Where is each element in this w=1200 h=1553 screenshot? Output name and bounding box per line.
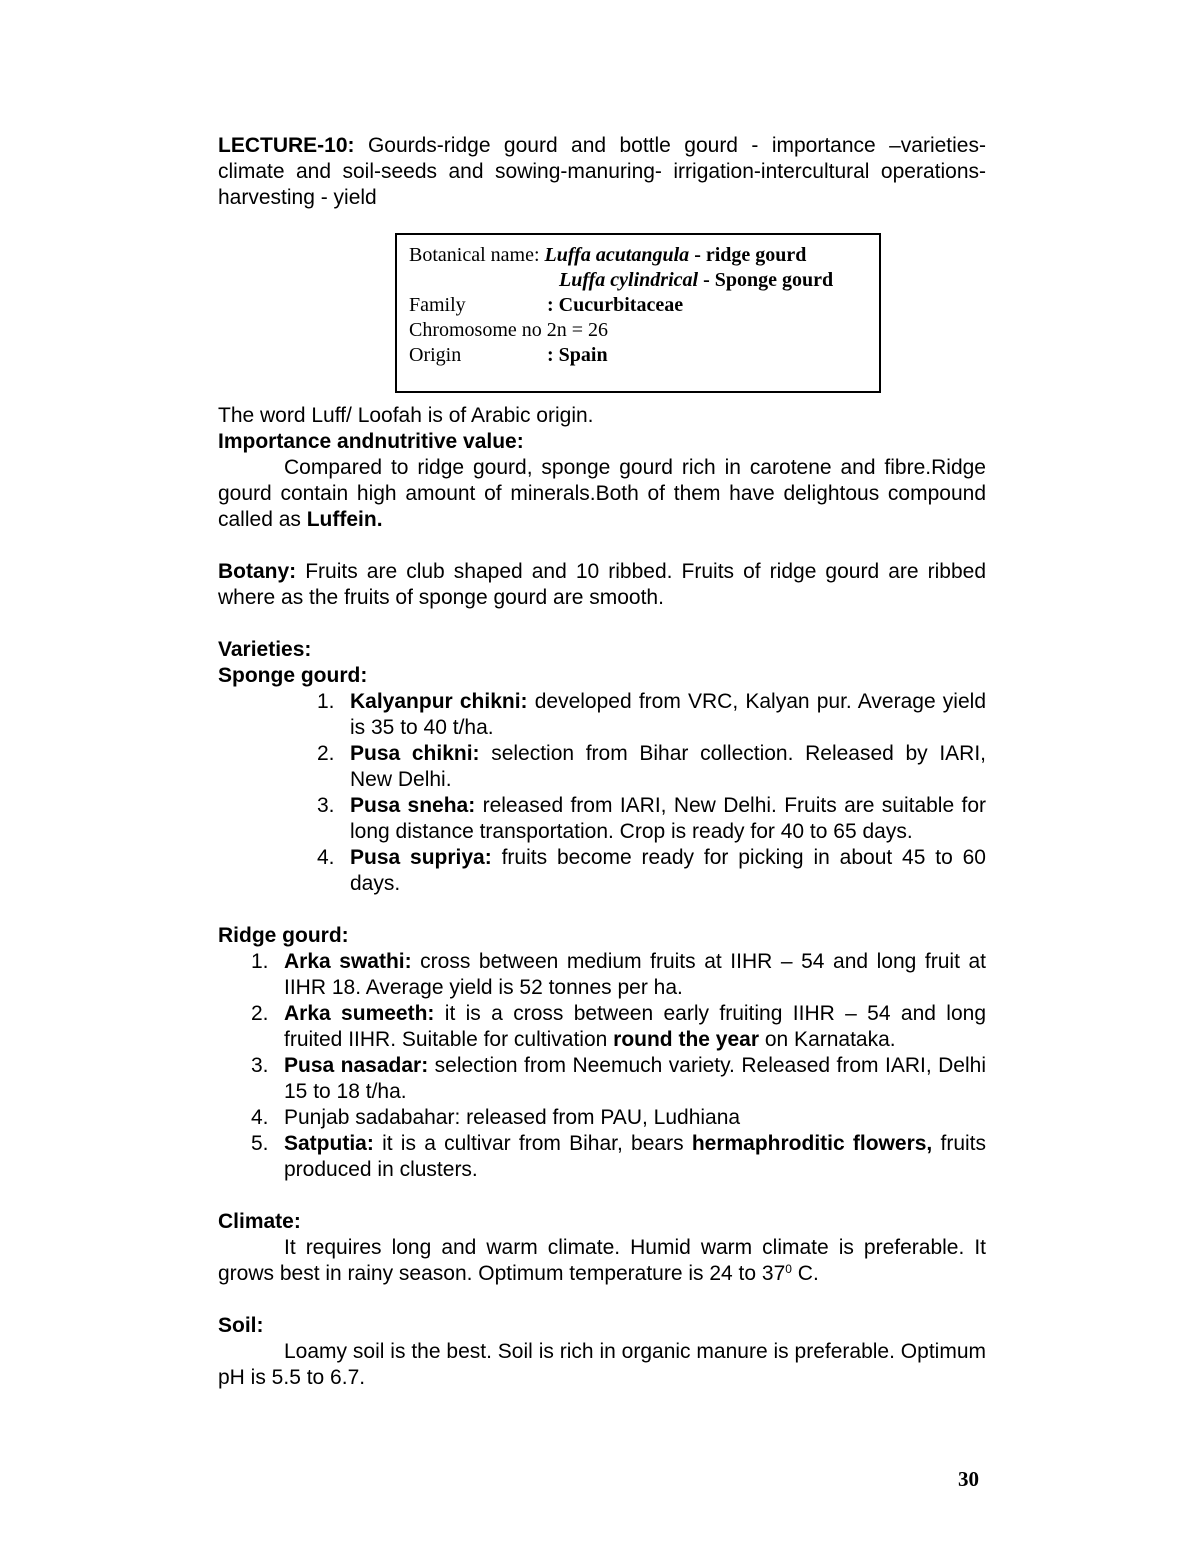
degree-superscript: 0 [785,1262,792,1276]
list-text [350,689,986,741]
list-text [284,1131,986,1183]
list-item [251,949,986,1001]
variety-name: Arka sumeeth: [284,1002,435,1025]
varieties-heading: Varieties: [218,638,312,661]
variety-name: Arka swathi: [284,950,412,973]
variety-description: cross between medium fruits at IIHR – 54 and long fruit at IIHR 18. Average yield is 52 tonnes per ha. [284,950,986,999]
soil-heading: Soil: [218,1314,264,1337]
climate-unit: C. [791,1262,819,1285]
variety-description: fruits become ready for picking in about 45 to 60 days. [350,846,986,895]
list-text [350,793,986,845]
botanical-name-row-2 [409,268,867,293]
botany-text: Fruits are club shaped and 10 ribbed. Fruits of ridge gourd are ribbed where as the fruits of sponge gourd are smooth. [218,560,986,609]
lecture-title [218,133,986,211]
family-label: Family [409,294,466,316]
list-number: 4. [251,1106,269,1129]
variety-name: Pusa chikni: [350,742,480,765]
list-item [317,741,986,793]
list-item [317,793,986,845]
variety-name: Pusa sneha: [350,794,476,817]
list-item [251,1131,986,1183]
list-number: 1. [317,690,335,713]
sponge-gourd-heading: Sponge gourd: [218,664,368,687]
family-value: : Cucurbitaceae [547,294,684,316]
list-item [317,845,986,897]
variety-description: developed from VRC, Kalyan pur. Average yield is 35 to 40 t/ha. [350,690,986,739]
variety-name: Pusa nasadar: [284,1054,429,1077]
lecture-label: LECTURE-10: [218,134,355,157]
chromosome-row: Chromosome no 2n = 26 [409,319,609,341]
ridge-gourd-list [251,949,986,1183]
importance-compound: Luffein. [306,508,383,531]
common-name-ridge: - ridge gourd [689,244,807,266]
list-text [350,845,986,897]
soil-paragraph: Loamy soil is the best. Soil is rich in organic manure is preferable. Optimum pH is 5.5 to 6.7. [218,1340,986,1389]
climate-heading: Climate: [218,1210,301,1233]
page-number: 30 [958,1467,979,1491]
variety-description-end: fruits produced in clusters. [284,1132,987,1181]
list-item [317,689,986,741]
list-item [251,1105,986,1131]
list-number: 5. [251,1132,269,1155]
lecture-topics: Gourds-ridge gourd and bottle gourd - importance –varieties-climate and soil-seeds and sowing-manuring- irrigation-intercultural operations-harvesting - yield [218,134,986,209]
variety-description: selection from Bihar collection. Released by IARI, New Delhi. [350,742,986,791]
list-number: 2. [251,1002,269,1025]
variety-description-end: on Karnataka. [759,1028,896,1051]
list-text [284,1001,986,1053]
variety-name: Kalyanpur chikni: [350,690,528,713]
common-name-sponge: - Sponge gourd [698,269,834,291]
list-text [284,949,986,1001]
variety-emphasis: hermaphroditic flowers, [691,1132,933,1155]
variety-description: selection from Neemuch variety. Released from IARI, Delhi 15 to 18 t/ha. [284,1054,986,1103]
variety-description: released from IARI, New Delhi. Fruits are suitable for long distance transportation. Crop is ready for 40 to 65 days. [350,794,986,843]
botanical-info-box [395,233,881,393]
botanical-name-ridge: Luffa acutangula [544,244,690,266]
sponge-gourd-list [317,689,986,897]
importance-heading: Importance andnutritive value: [218,430,524,453]
origin-value: : Spain [547,344,608,366]
climate-text: It requires long and warm climate. Humid warm climate is preferable. It grows best in rainy season. Optimum temperature is 24 to 37 [218,1236,986,1285]
list-text [350,741,986,793]
variety-name: Satputia: [284,1132,374,1155]
importance-text: Compared to ridge gourd, sponge gourd rich in carotene and fibre.Ridge gourd contain high amount of minerals.Both of them have delightous compound called as [218,456,986,531]
botanical-name-sponge: Luffa cylindrical [559,269,699,291]
botany-paragraph [218,559,986,611]
botany-label: Botany: [218,560,297,583]
list-text: Punjab sadabahar: released from PAU, Ludhiana [284,1106,741,1129]
variety-emphasis: round the year [613,1028,760,1051]
climate-paragraph [218,1235,986,1287]
list-text [284,1053,986,1105]
family-row [409,293,867,318]
list-number: 2. [317,742,335,765]
list-item [251,1053,986,1105]
botanical-label: Botanical name: [409,244,540,266]
list-item [251,1001,986,1053]
variety-description: it is a cultivar from Bihar, bears [373,1132,692,1155]
document-page [218,133,986,1391]
intro-text: The word Luff/ Loofah is of Arabic origin. [218,404,594,427]
origin-row [409,343,867,368]
botanical-name-row [409,243,867,268]
list-number: 3. [251,1054,269,1077]
origin-label: Origin [409,344,462,366]
list-number: 4. [317,846,335,869]
importance-paragraph [218,455,986,533]
list-number: 1. [251,950,269,973]
list-number: 3. [317,794,335,817]
variety-description: it is a cross between early fruiting IIHR – 54 and long fruited IIHR. Suitable for cultivation [284,1002,986,1051]
ridge-gourd-heading: Ridge gourd: [218,924,349,947]
variety-name: Pusa supriya: [350,846,492,869]
